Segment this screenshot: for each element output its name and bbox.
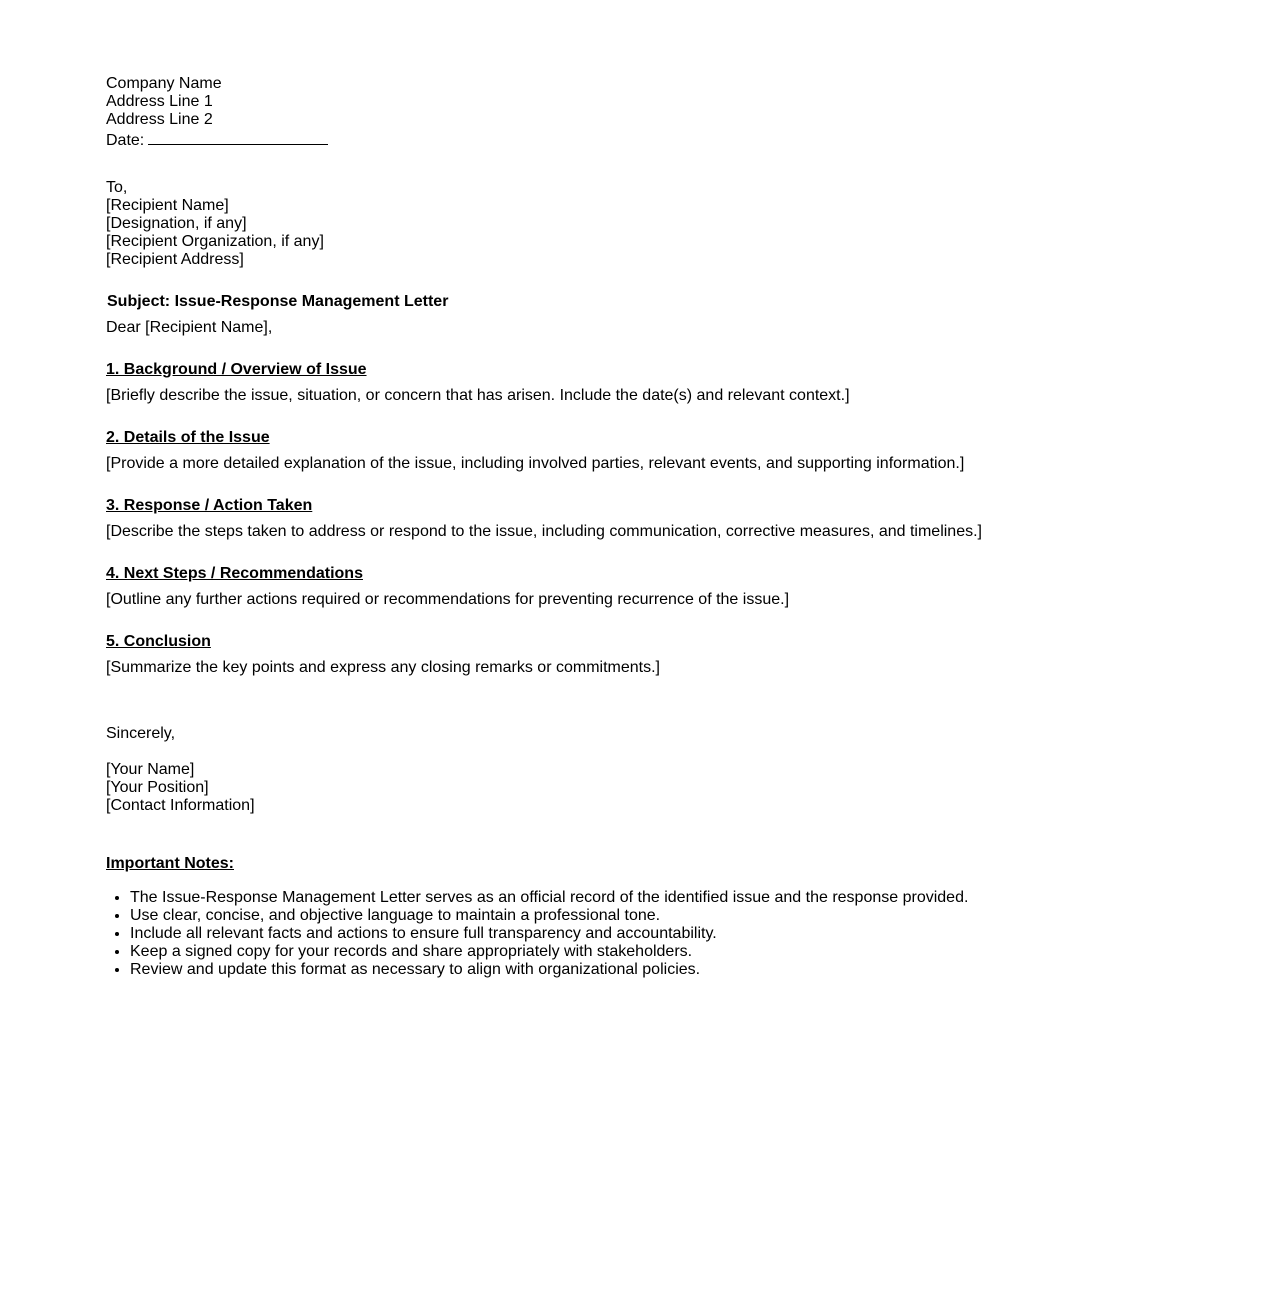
company-name: Company Name [106, 75, 222, 92]
date-blank-field[interactable] [148, 129, 328, 145]
address-line-2: Address Line 2 [106, 111, 213, 128]
list-item: • Keep a signed copy for your records and share appropriately with stakeholders. [130, 943, 968, 961]
section-heading-background: 1. Background / Overview of Issue [106, 361, 367, 378]
section-body-next-steps: [Outline any further actions required or recommendations for preventing recurrence of the issue.] [106, 591, 790, 608]
recipient-block [106, 179, 324, 269]
list-item: • Review and update this format as necessary to align with organizational policies. [130, 961, 968, 979]
list-item: • Use clear, concise, and objective language to maintain a professional tone. [130, 907, 968, 925]
section-body-background: [Briefly describe the issue, situation, or concern that has arisen. Include the date(s) and relevant context.] [106, 387, 850, 404]
signature-position: [Your Position] [106, 779, 209, 796]
recipient-to: To, [106, 179, 128, 196]
section-body-details: [Provide a more detailed explanation of the issue, including involved parties, relevant events, and supporting information.] [106, 455, 965, 472]
section-heading-response: 3. Response / Action Taken [106, 497, 313, 514]
signature-contact: [Contact Information] [106, 797, 255, 814]
address-line-1: Address Line 1 [106, 93, 213, 110]
signature-name: [Your Name] [106, 761, 195, 778]
list-item: • Include all relevant facts and actions to ensure full transparency and accountability. [130, 925, 968, 943]
recipient-organization: [Recipient Organization, if any] [106, 233, 324, 250]
list-item: • The Issue-Response Management Letter serves as an official record of the identified issue and the response provided. [130, 889, 968, 907]
section-heading-next-steps: 4. Next Steps / Recommendations [106, 565, 363, 582]
notes-list [106, 889, 968, 979]
subject-line: Subject: Issue-Response Management Letter [107, 293, 449, 310]
signature-block [106, 761, 255, 815]
section-body-response: [Describe the steps taken to address or respond to the issue, including communication, corrective measures, and timelines.] [106, 523, 982, 540]
recipient-address: [Recipient Address] [106, 251, 244, 268]
section-heading-details: 2. Details of the Issue [106, 429, 270, 446]
notes-heading: Important Notes: [106, 855, 234, 872]
sender-header [106, 75, 328, 147]
date-label: Date: [106, 132, 145, 149]
recipient-designation: [Designation, if any] [106, 215, 247, 232]
closing: Sincerely, [106, 725, 176, 742]
date-line [106, 129, 328, 147]
section-heading-conclusion: 5. Conclusion [106, 633, 211, 650]
salutation: Dear [Recipient Name], [106, 319, 273, 336]
recipient-name: [Recipient Name] [106, 197, 229, 214]
section-body-conclusion: [Summarize the key points and express any closing remarks or commitments.] [106, 659, 660, 676]
